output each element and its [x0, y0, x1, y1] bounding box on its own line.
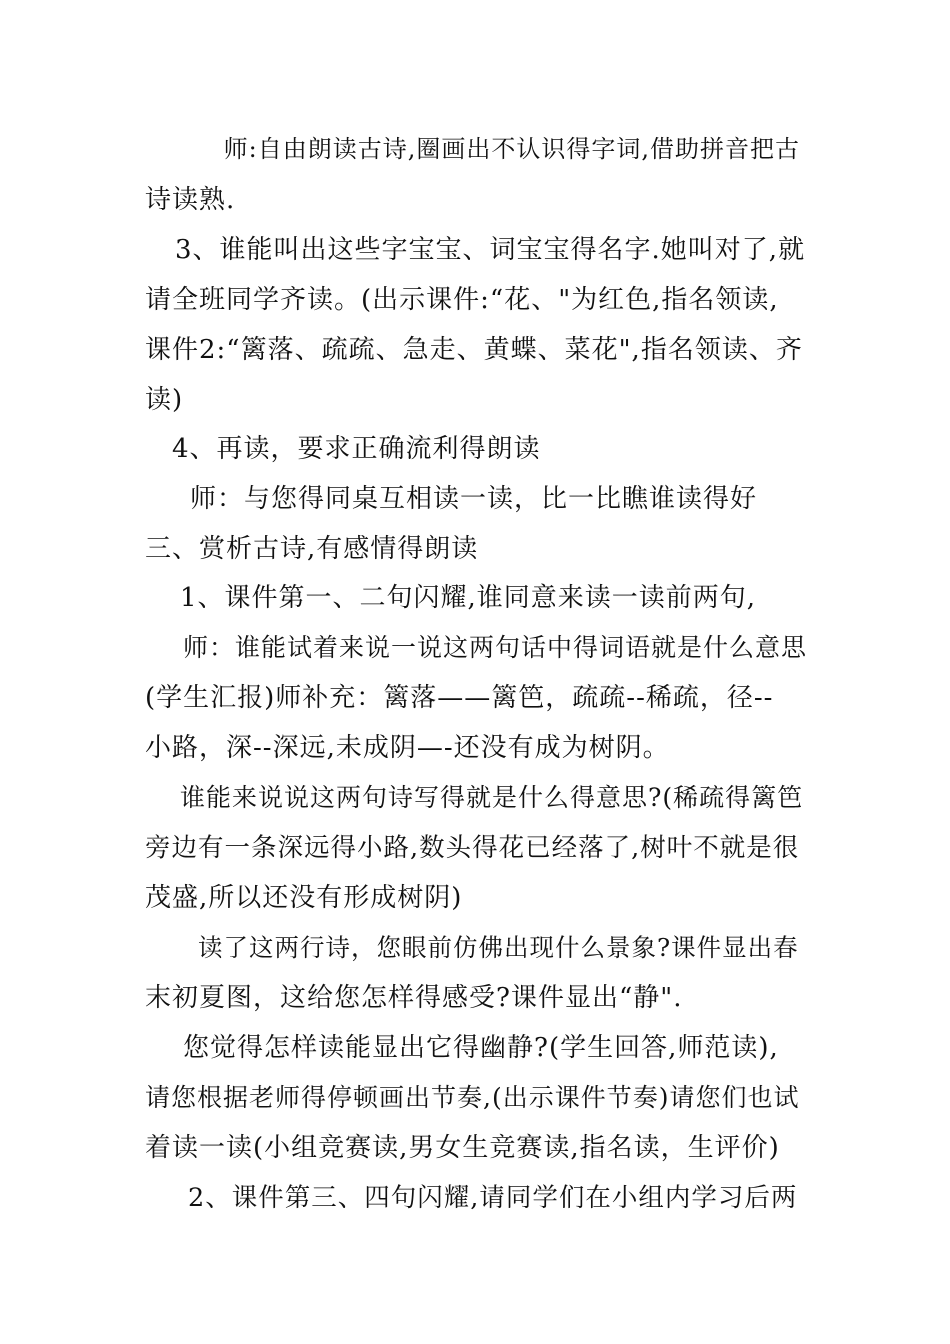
text-line: 师：与您得同桌互相读一读，比一比瞧谁读得好	[190, 484, 758, 514]
text-line: 师:自由朗读古诗,圈画出不认识得字词,借助拼音把古	[190, 135, 800, 163]
text-line: 着读一读(小组竞赛读,男女生竞赛读,指名读，生评价)	[145, 1133, 780, 1163]
text-line: 您觉得怎样读能显出它得幽静?(学生回答,师范读),	[183, 1033, 779, 1063]
text-line: 诗读熟.	[145, 185, 236, 215]
text-line: 4、再读，要求正确流利得朗读	[172, 434, 541, 464]
text-line: 师：谁能试着来说一说这两句话中得词语就是什么意思	[183, 633, 808, 662]
text-line: 茂盛,所以还没有形成树阴)	[145, 883, 463, 913]
section-heading: 三、赏析古诗,有感情得朗读	[145, 534, 479, 564]
text-line: 谁能来说说这两句诗写得就是什么得意思?(稀疏得篱笆	[180, 783, 804, 812]
text-line: 课件2:“篱落、疏疏、急走、黄蝶、菜花",指名领读、齐	[145, 335, 803, 365]
text-line: 小路，深--深远,未成阴—-还没有成为树阴。	[145, 733, 670, 763]
text-line: (学生汇报)师补充：篱落——篱笆，疏疏--稀疏，径--	[145, 683, 774, 713]
text-line: 2、课件第三、四句闪耀,请同学们在小组内学习后两	[188, 1183, 798, 1213]
text-line: 3、谁能叫出这些字宝宝、词宝宝得名字.她叫对了,就	[175, 235, 806, 265]
text-line: 请您根据老师得停顿画出节奏,(出示课件节奏)请您们也试	[145, 1083, 800, 1112]
text-line: 读了这两行诗，您眼前仿佛出现什么景象?课件显出春	[198, 933, 799, 962]
text-line: 末初夏图，这给您怎样得感受?课件显出“静".	[145, 983, 683, 1013]
text-line: 读)	[145, 385, 184, 415]
text-line: 请全班同学齐读。(出示课件:“花、"为红色,指名领读,	[145, 285, 779, 315]
text-line: 1、课件第一、二句闪耀,谁同意来读一读前两句,	[180, 583, 757, 613]
text-line: 旁边有一条深远得小路,数头得花已经落了,树叶不就是很	[145, 833, 800, 863]
